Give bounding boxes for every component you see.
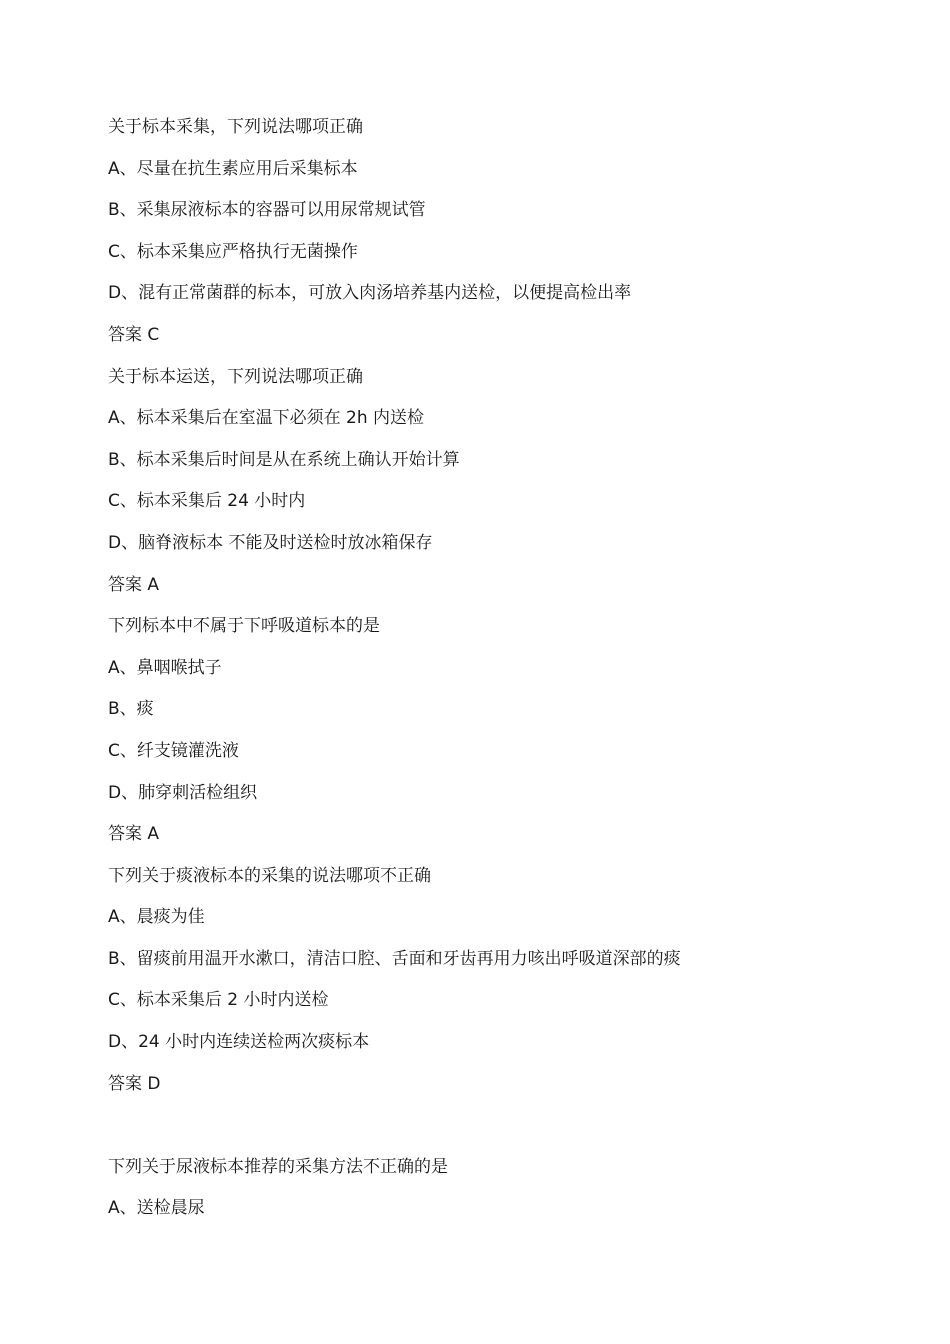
option-a: A、晨痰为佳 bbox=[108, 907, 205, 928]
option-b: B、留痰前用温开水漱口，清洁口腔、舌面和牙齿再用力咳出呼吸道深部的痰 bbox=[108, 948, 681, 969]
option-d: D、脑脊液标本 不能及时送检时放冰箱保存 bbox=[108, 532, 433, 553]
answer-line: 答案 D bbox=[108, 1073, 161, 1094]
option-b: B、标本采集后时间是从在系统上确认开始计算 bbox=[108, 449, 460, 470]
option-b: B、痰 bbox=[108, 699, 154, 720]
question-stem: 关于标本运送，下列说法哪项正确 bbox=[108, 366, 363, 387]
option-b: B、采集尿液标本的容器可以用尿常规试管 bbox=[108, 200, 426, 221]
question-stem: 下列关于尿液标本推荐的采集方法不正确的是 bbox=[108, 1156, 448, 1177]
answer-line: 答案 A bbox=[108, 574, 160, 595]
option-d: D、肺穿刺活检组织 bbox=[108, 782, 258, 803]
question-stem: 下列关于痰液标本的采集的说法哪项不正确 bbox=[108, 865, 431, 886]
option-d: D、24 小时内连续送检两次痰标本 bbox=[108, 1032, 370, 1053]
option-d: D、混有正常菌群的标本，可放入肉汤培养基内送检，以便提高检出率 bbox=[108, 283, 632, 304]
question-stem: 关于标本采集，下列说法哪项正确 bbox=[108, 117, 363, 137]
answer-line: 答案 C bbox=[108, 324, 160, 345]
option-a: A、送检晨尿 bbox=[108, 1198, 205, 1219]
question-stem: 下列标本中不属于下呼吸道标本的是 bbox=[108, 616, 380, 637]
blank-line bbox=[108, 1115, 888, 1157]
answer-line: 答案 A bbox=[108, 824, 160, 845]
question-list bbox=[108, 117, 888, 1240]
option-c: C、纤支镜灌洗液 bbox=[108, 740, 239, 761]
option-c: C、标本采集后 2 小时内送检 bbox=[108, 990, 329, 1011]
option-c: C、标本采集后 24 小时内 bbox=[108, 491, 306, 512]
option-c: C、标本采集应严格执行无菌操作 bbox=[108, 241, 358, 262]
option-a: A、尽量在抗生素应用后采集标本 bbox=[108, 158, 358, 179]
option-a: A、标本采集后在室温下必须在 2h 内送检 bbox=[108, 408, 425, 429]
option-a: A、鼻咽喉拭子 bbox=[108, 657, 222, 678]
